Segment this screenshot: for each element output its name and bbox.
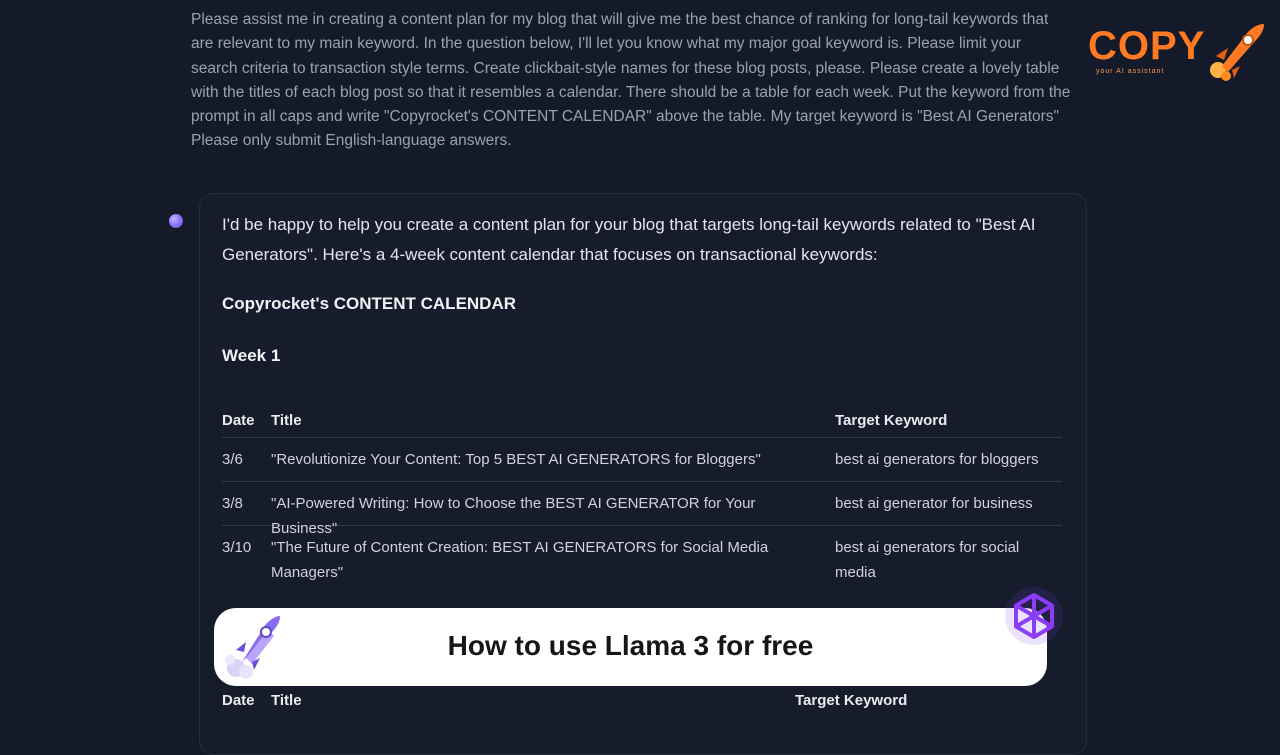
table-header-row (222, 395, 1062, 438)
brand-wordmark: COPY (1088, 24, 1206, 68)
banner-title: How to use Llama 3 for free (447, 630, 814, 661)
row-title: "The Future of Content Creation: BEST AI GENERATORS for Social Media Managers" (271, 539, 769, 581)
calendar-table (222, 395, 1062, 588)
week2-header-date: Date (222, 692, 255, 709)
copyrocket-logo (1088, 20, 1268, 86)
row-date: 3/8 (222, 495, 243, 512)
row-date: 3/6 (222, 451, 243, 468)
header-date: Date (222, 412, 255, 429)
row-title: "AI-Powered Writing: How to Choose the BEST AI GENERATOR for Your Business" (271, 495, 756, 537)
openai-logo-icon (1003, 585, 1065, 647)
week2-header-row (222, 688, 1062, 712)
row-keyword: best ai generators for social media (835, 539, 1020, 581)
header-title: Title (271, 412, 302, 429)
table-row (222, 526, 1062, 588)
calendar-heading: Copyrocket's CONTENT CALENDAR (222, 294, 517, 313)
brand-rocket-icon (1206, 20, 1268, 82)
week2-header-keyword: Target Keyword (795, 692, 908, 709)
row-date: 3/10 (222, 539, 252, 556)
assistant-avatar-icon (169, 214, 183, 228)
reply-intro-text: I'd be happy to help you create a content plan for your blog that targets long-tail keywords related to "Best AI Generators". Here's a 4-week content calendar that focuses on transactional keywords: (222, 215, 1036, 264)
row-keyword: best ai generator for business (835, 495, 1033, 512)
brand-tagline: your AI assistant (1096, 68, 1165, 75)
user-prompt-text: Please assist me in creating a content plan for my blog that will give me the best chance of ranking for long-tail keywords that are relevant to my main keyword. In the question below, I'll let you know what my major goal keyword is. Please limit your search criteria to transaction style terms. Create clickbait-style names for these blog posts, please. Please create a lovely table with the titles of each blog post so that it resembles a calendar. There should be a table for each week. Put the keyword from the prompt in all caps and write "Copyrocket's CONTENT CALENDAR" above the table. My target keyword is "Best AI Generators" Please only submit English-language answers. (191, 11, 1071, 150)
row-keyword: best ai generators for bloggers (835, 451, 1039, 468)
table-row (222, 438, 1062, 482)
title-banner (214, 608, 1047, 686)
rocket-icon (222, 612, 286, 680)
week2-header-title: Title (271, 692, 302, 709)
week-heading: Week 1 (222, 346, 281, 365)
row-title: "Revolutionize Your Content: Top 5 BEST AI GENERATORS for Bloggers" (271, 451, 761, 468)
table-row (222, 482, 1062, 537)
header-keyword: Target Keyword (835, 412, 948, 429)
